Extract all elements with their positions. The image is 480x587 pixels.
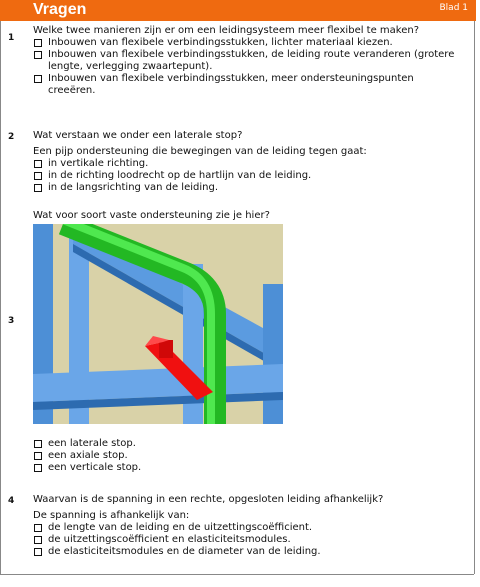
option-4c[interactable]: [33, 546, 463, 558]
checkbox[interactable]: [34, 524, 42, 532]
checkbox[interactable]: [34, 464, 42, 472]
question-intro: Een pijp ondersteuning die bewegingen van de leiding tegen gaat:: [33, 146, 367, 157]
pipe-support-illustration: [33, 224, 283, 424]
option-2a[interactable]: [33, 158, 463, 170]
question-intro: De spanning is afhankelijk van:: [33, 510, 190, 521]
question-number: 1: [8, 33, 15, 43]
option-text: in vertikale richting.: [48, 158, 149, 169]
question-text: Wat voor soort vaste ondersteuning zie je hier?: [33, 210, 270, 221]
option-3c[interactable]: [33, 462, 463, 474]
bottom-border: [0, 574, 474, 575]
question-text: Wat verstaan we onder een laterale stop?: [33, 130, 243, 141]
checkbox[interactable]: [34, 172, 42, 180]
option-text: een laterale stop.: [48, 438, 136, 449]
option-3b[interactable]: [33, 450, 463, 462]
option-text: Inbouwen van flexibele verbindingsstukken, lichter materiaal kiezen.: [48, 37, 393, 48]
option-text: Inbouwen van flexibele verbindingsstukken, meer ondersteuningspunten creeëren.: [48, 73, 414, 96]
question-text: Waarvan is de spanning in een rechte, opgesloten leiding afhankelijk?: [33, 494, 384, 505]
checkbox[interactable]: [34, 39, 42, 47]
question-number: 3: [8, 316, 15, 326]
option-text: de uitzettingscoëfficient en elasticiteitsmodules.: [48, 534, 291, 545]
option-text: de lengte van de leiding en de uitzettingscoëfficient.: [48, 522, 313, 533]
option-2c[interactable]: [33, 182, 463, 194]
option-text: een verticale stop.: [48, 462, 142, 473]
header-bar: [0, 0, 476, 21]
option-1c[interactable]: [33, 73, 463, 97]
option-text: in de richting loodrecht op de hartlijn van de leiding.: [48, 170, 312, 181]
checkbox[interactable]: [34, 75, 42, 83]
left-border: [0, 21, 1, 574]
question-number: 2: [8, 132, 15, 142]
checkbox[interactable]: [34, 184, 42, 192]
option-text: een axiale stop.: [48, 450, 128, 461]
checkbox[interactable]: [34, 536, 42, 544]
option-2b[interactable]: [33, 170, 463, 182]
option-4a[interactable]: [33, 522, 463, 534]
question-text: Welke twee manieren zijn er om een leidingsysteem meer flexibel te maken?: [33, 25, 420, 36]
option-1a[interactable]: [33, 37, 463, 49]
checkbox[interactable]: [34, 452, 42, 460]
right-border: [474, 21, 475, 574]
option-text: de elasticiteitsmodules en de diameter van de leiding.: [48, 546, 321, 557]
option-text: Inbouwen van flexibele verbindingsstukken, de leiding route veranderen (grotere lengte, verlegging zwaartepunt).: [48, 49, 455, 72]
checkbox[interactable]: [34, 440, 42, 448]
option-1b[interactable]: [33, 49, 463, 73]
option-3a[interactable]: [33, 438, 463, 450]
checkbox[interactable]: [34, 160, 42, 168]
option-text: in de langsrichting van de leiding.: [48, 182, 219, 193]
option-4b[interactable]: [33, 534, 463, 546]
page-title: Vragen: [33, 1, 87, 18]
page-label: Blad 1: [439, 3, 468, 13]
checkbox[interactable]: [34, 548, 42, 556]
question-number: 4: [8, 496, 15, 506]
checkbox[interactable]: [34, 51, 42, 59]
